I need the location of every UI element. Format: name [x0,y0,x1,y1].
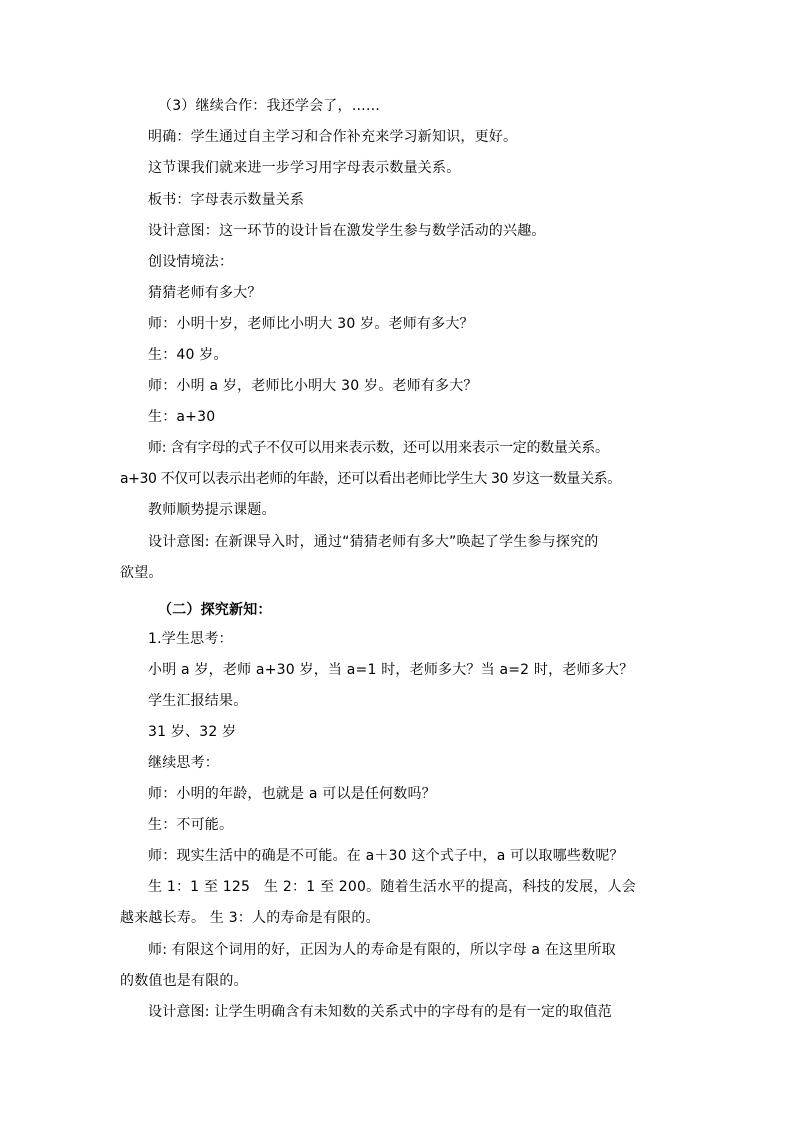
text-line: 小明 a 岁，老师 a+30 岁，当 a=1 时，老师多大？当 a=2 时，老师多大？ [148,662,634,678]
text-line: 师: 含有字母的式子不仅可以用来表示数，还可以用来表示一定的数量关系。 [148,440,609,456]
text-line: a+30 不仅可以表示出老师的年龄，还可以看出老师比学生大 30 岁这一数量关系。 [120,471,621,487]
text-line: 师: 有限这个词用的好，正因为人的寿命是有限的，所以字母 a 在这里所取 [148,942,616,958]
text-line: 设计意图: 让学生明确含有未知数的关系式中的字母有的是有一定的取值范 [148,1004,612,1020]
text-line: 明确：学生通过自主学习和合作补充来学习新知识，更好。 [148,129,518,145]
text-line: 越来越长寿。 生 3：人的寿命是有限的。 [120,910,380,926]
text-line: 师：小明的年龄，也就是 a 可以是任何数吗？ [148,786,436,802]
text-line: 生 1：1 至 125 生 2：1 至 200。随着生活水平的提高，科技的发展，人会 [148,879,636,895]
text-line: 继续思考： [148,755,219,771]
text-line: 的数值也是有限的。 [120,973,248,989]
text-line: 学生汇报结果。 [148,693,248,709]
text-line: 师：现实生活中的确是不可能。在 a＋30 这个式子中，a 可以取哪些数呢？ [148,848,624,864]
text-line: 教师顺势提示课题。 [148,502,276,518]
section-heading: （二）探究新知： [158,602,272,618]
text-line: 欲望。 [120,565,163,581]
text-line: 创设情境法： [148,254,234,270]
text-line: 生：a+30 [148,409,216,425]
text-line: 师：小明 a 岁，老师比小明大 30 岁。老师有多大？ [148,378,478,394]
text-line: 设计意图：这一环节的设计旨在激发学生参与数学活动的兴趣。 [148,223,546,239]
text-line: 这节课我们就来进一步学习用字母表示数量关系。 [148,160,461,176]
text-line: （3）继续合作：我还学会了，…… [158,98,381,114]
text-line: 31 岁、32 岁 [148,724,237,740]
text-line: 设计意图: 在新课导入时，通过“猜猜老师有多大”唤起了学生参与探究的 [148,534,599,550]
text-line: 师：小明十岁，老师比小明大 30 岁。老师有多大？ [148,316,474,332]
text-line: 猜猜老师有多大？ [148,285,262,301]
text-line: 板书：字母表示数量关系 [148,192,305,208]
text-line: 生：不可能。 [148,817,234,833]
text-line: 生：40 岁。 [148,347,228,363]
text-line: 1.学生思考： [148,631,233,647]
